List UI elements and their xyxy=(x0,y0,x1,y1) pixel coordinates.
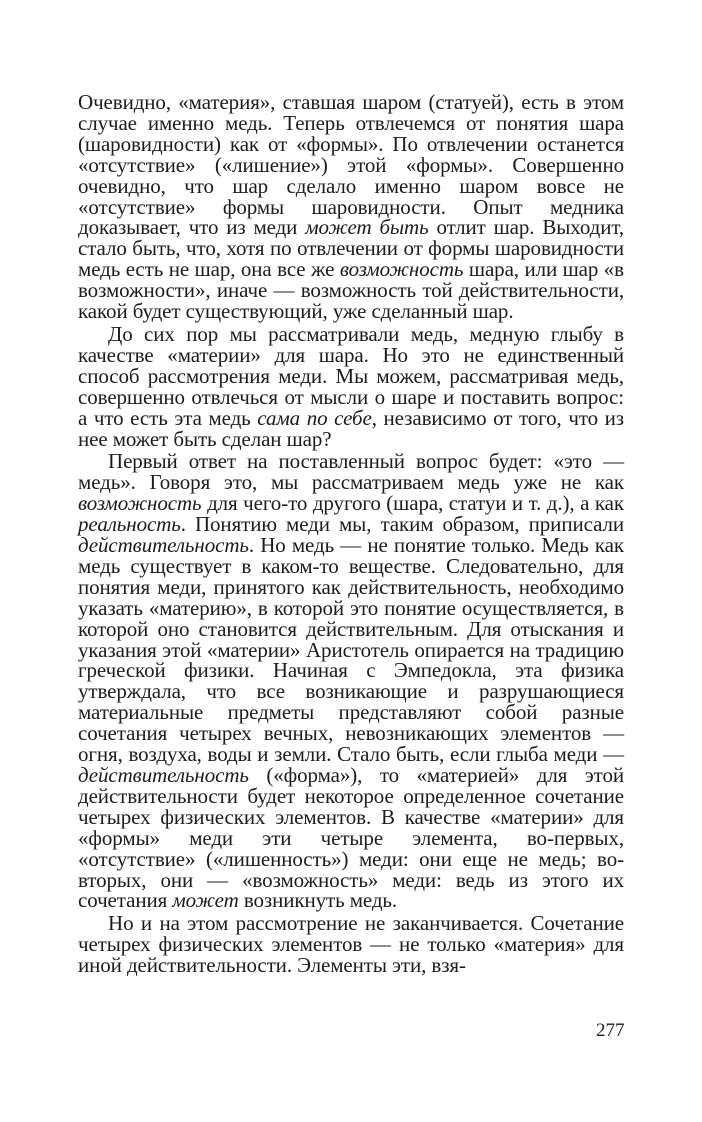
text-run: («форма»), то «материей» для этой действительности будет некоторое определенное сочетание четырех физических элементов. В качестве «материи» для «формы» меди эти четыре элемента, во-первых, «отсутствие» («лишенность») меди: они еще не медь; во-вторых, они — «возможность» меди: ведь из этого их сочетания xyxy=(78,763,624,913)
italic-text: действительность xyxy=(78,533,249,558)
paragraph xyxy=(78,92,624,322)
paragraph xyxy=(78,451,624,911)
text-run: возникнуть медь. xyxy=(238,888,398,913)
text-run: , независимо от того, что из нее может быть сделан шар? xyxy=(78,405,624,451)
text-run: До сих пор мы рассматривали медь, медную глыбу в качестве «материи» для шара. Но это не единственный способ рассмотрения меди. Мы можем, рассматривая медь, совершенно отвлечься от мысли о шаре и поставить вопрос: а что есть эта медь xyxy=(78,321,624,430)
text-run: Очевидно, «материя», ставшая шаром (статуей), есть в этом случае именно медь. Теперь отвлечемся от понятия шара (шаровидности) как от «формы». По отвлечении останется «отсутствие» («лишение») этой «формы». Совершенно очевидно, что шар сделало именно шаром вовсе не «отсутствие» формы шаровидности. Опыт медника доказывает, что из меди xyxy=(78,90,624,240)
text-run: Но и на этом рассмотрение не заканчивается. Сочетание четырех физических элементов — не только «материя» для иной действительности. Элементы эти, взя- xyxy=(78,911,624,978)
paragraph xyxy=(78,913,624,976)
text-run: Первый ответ на поставленный вопрос будет: «это — медь». Говоря это, мы рассматриваем медь уже не как xyxy=(78,449,624,495)
text-run: для чего-то другого (шара, статуи и т. д.), а как xyxy=(201,491,624,516)
italic-text: сама по себе xyxy=(257,405,372,430)
body-text xyxy=(78,92,624,976)
text-run: шара, или шар «в возможности», иначе — возможность той действительности, какой будет существующий, уже сделанный шар. xyxy=(78,257,624,324)
page-number: 277 xyxy=(596,1020,625,1041)
italic-text: реальность xyxy=(78,512,181,537)
text-run: . Но медь — не понятие только. Медь как медь существует в каком-то веществе. Следовательно, для понятия меди, принятого как действительность, необходимо указать «материю», в которой это понятие осуществляется, в которой оно становится действительным. Для отыскания и указания этой «материи» Аристотель опирается на традицию греческой физики. Начиная с Эмпедокла, эта физика утверждала, что все возникающие и разрушающиеся материальные предметы представляют собой разные сочетания четырех вечных, невозникающих элементов — огня, воздуха, воды и земли. Стало быть, если глыба меди — xyxy=(78,533,624,767)
italic-text: может быть xyxy=(305,215,429,240)
italic-text: может xyxy=(172,888,239,913)
paragraph xyxy=(78,321,624,451)
italic-text: действительность xyxy=(78,763,249,787)
text-run: отлит шар. Выходит, стало быть, что, хотя по отвлечении от формы шаровидности медь есть не шар, она все же xyxy=(78,215,625,282)
italic-text: возможность xyxy=(339,257,464,282)
text-run: . Понятию меди мы, таким образом, приписали xyxy=(180,512,624,537)
italic-text: возможность xyxy=(78,491,202,516)
